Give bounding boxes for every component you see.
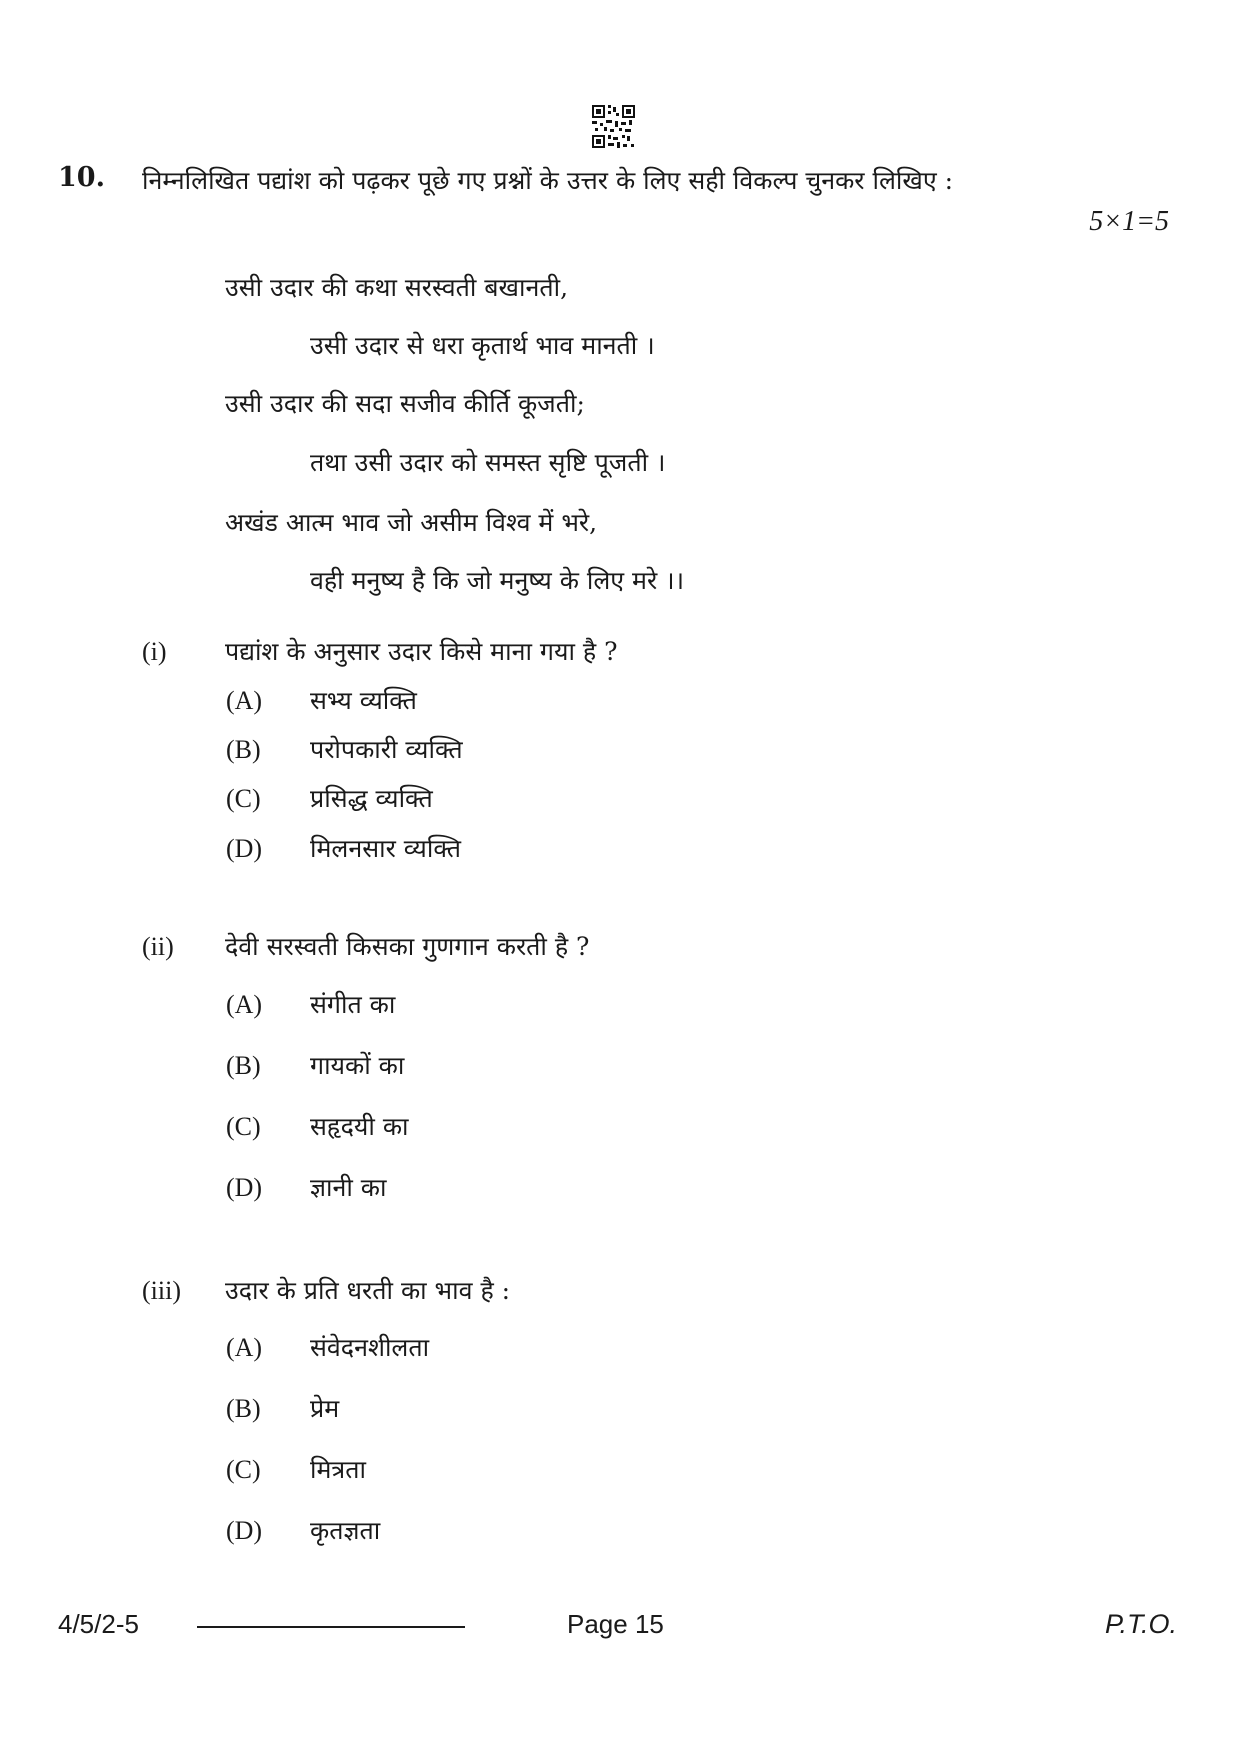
- subquestion-number: (iii): [142, 1276, 181, 1305]
- poem-line: उसी उदार से धरा कृतार्थ भाव मानती ।: [310, 331, 655, 360]
- option-text: संगीत का: [310, 990, 396, 1019]
- option-text: गायकों का: [310, 1051, 405, 1080]
- poem-line: उसी उदार की सदा सजीव कीर्ति कूजती;: [225, 389, 585, 418]
- option-letter: (C): [226, 1112, 261, 1141]
- option-text: प्रेम: [310, 1394, 340, 1423]
- subquestion-text: पद्यांश के अनुसार उदार किसे माना गया है ?: [225, 637, 618, 666]
- option-letter: (B): [226, 1051, 261, 1080]
- option-letter: (C): [226, 784, 261, 813]
- option-text: मित्रता: [310, 1455, 366, 1484]
- poem-line: तथा उसी उदार को समस्त सृष्टि पूजती ।: [310, 448, 666, 477]
- poem-line: अखंड आत्म भाव जो असीम विश्व में भरे,: [225, 508, 598, 537]
- poem-line: उसी उदार की कथा सरस्वती बखानती,: [225, 273, 569, 302]
- subquestion-text: देवी सरस्वती किसका गुणगान करती है ?: [225, 932, 590, 961]
- option-text: मिलनसार व्यक्ति: [310, 834, 461, 863]
- option-text: सहृदयी का: [310, 1112, 409, 1141]
- subquestion-number: (ii): [142, 932, 174, 961]
- question-marks: 5×1=5: [1089, 206, 1169, 237]
- option-text: कृतज्ञता: [310, 1516, 381, 1545]
- option-text: प्रसिद्ध व्यक्ति: [310, 784, 433, 813]
- option-text: सभ्य व्यक्ति: [310, 686, 417, 715]
- option-letter: (B): [226, 1394, 261, 1423]
- option-letter: (D): [226, 1516, 263, 1545]
- option-letter: (B): [226, 735, 261, 764]
- option-letter: (D): [226, 834, 263, 863]
- subquestion-text: उदार के प्रति धरती का भाव है :: [225, 1276, 511, 1305]
- option-letter: (A): [226, 686, 263, 715]
- paper-code: 4/5/2-5: [58, 1609, 139, 1639]
- poem-line: वही मनुष्य है कि जो मनुष्य के लिए मरे ।।: [310, 566, 685, 595]
- option-letter: (A): [226, 990, 263, 1019]
- option-text: ज्ञानी का: [310, 1173, 387, 1202]
- option-text: परोपकारी व्यक्ति: [310, 735, 463, 764]
- qr-code-icon: [592, 105, 635, 148]
- option-letter: (D): [226, 1173, 263, 1202]
- page-number: Page 15: [567, 1609, 664, 1639]
- pto-label: P.T.O.: [1104, 1609, 1177, 1639]
- subquestion-number: (i): [142, 637, 167, 666]
- footer-divider: [197, 1626, 465, 1628]
- option-text: संवेदनशीलता: [310, 1333, 430, 1362]
- option-letter: (A): [226, 1333, 263, 1362]
- question-instruction: निम्नलिखित पद्यांश को पढ़कर पूछे गए प्रश्नों के उत्तर के लिए सही विकल्प चुनकर लिखिए :: [142, 166, 954, 195]
- question-number: 10.: [58, 162, 105, 193]
- option-letter: (C): [226, 1455, 261, 1484]
